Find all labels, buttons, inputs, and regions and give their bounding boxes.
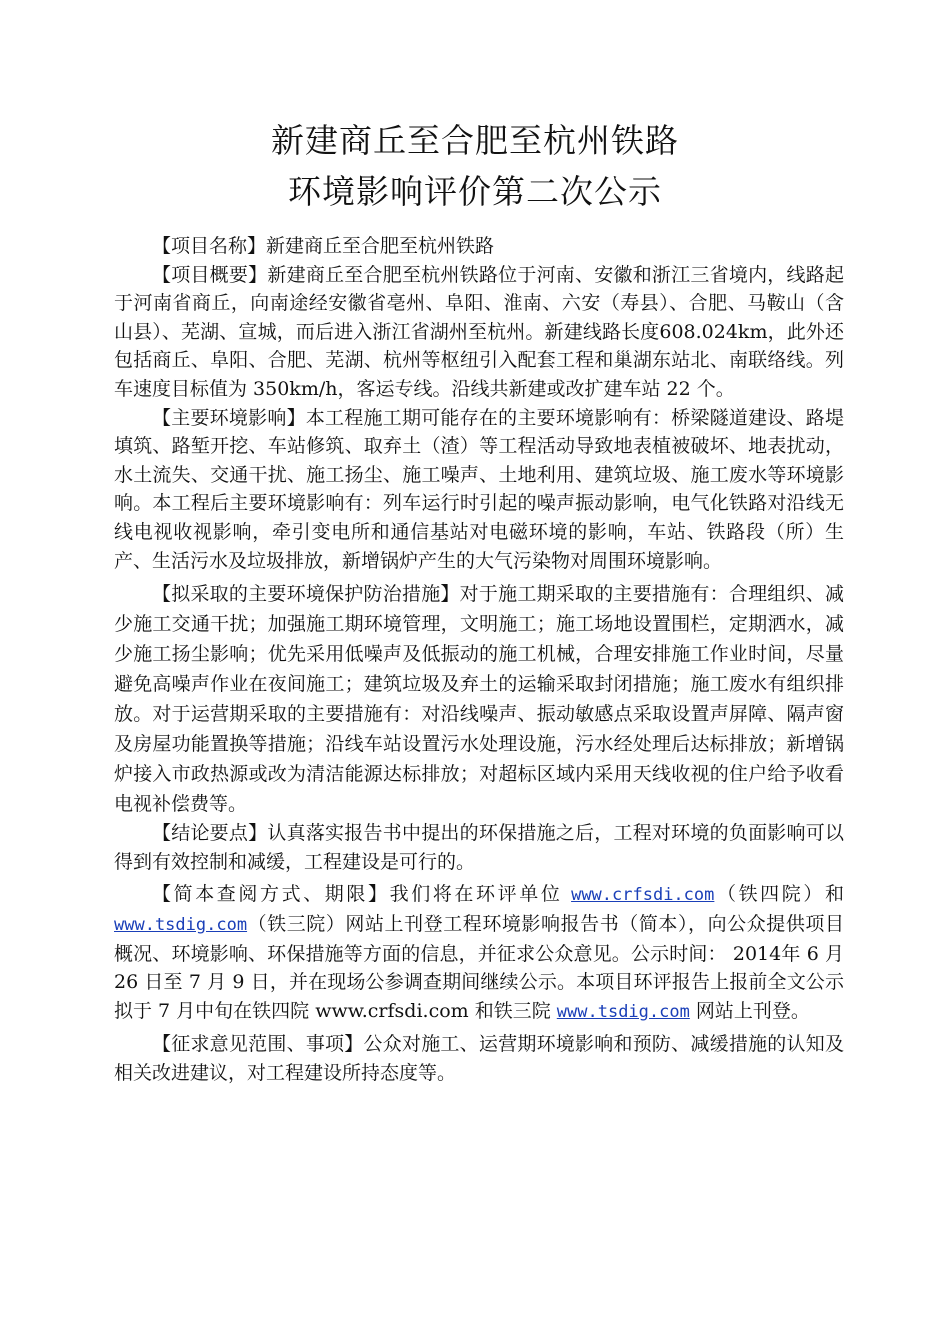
project-name-text: 新建商丘至合肥至杭州铁路 bbox=[266, 235, 495, 257]
review-text-2: （铁四院）和 bbox=[714, 883, 844, 906]
review-text-1: 我们将在环评单位 bbox=[389, 883, 572, 906]
document-title-line1: 新建商丘至合肥至杭州铁路 bbox=[271, 121, 679, 160]
document-title-line2: 环境影响评价第二次公示 bbox=[288, 172, 662, 211]
measures-text: 对于施工期采取的主要措施有：合理组织、减少施工交通干扰；加强施工期环境管理，文明施工；施工场地设置围栏，定期洒水，减少施工扬尘影响；优先采用低噪声及低振动的施工机械，合理安排施工作业时间，尽量避免高噪声作业在夜间施工；建筑垃圾及弃土的运输采取封闭措施；施工废水有组织排放。对于运营期采取的主要措施有：对沿线噪声、振动敏感点采取设置声屏障、隔声窗及房屋功能置换等措施；沿线车站设置污水处理设施，污水经处理后达标排放；新增锅炉接入市政热源或改为清洁能源达标排放；对超标区域内采用天线收视的住户给予收看电视补偿费等。 bbox=[114, 583, 844, 816]
crfsdi-plain-url: www.crfsdi.com bbox=[315, 999, 469, 1022]
tsdig-link[interactable]: www.tsdig.com bbox=[114, 914, 248, 935]
paragraph-measures bbox=[114, 579, 844, 819]
main-impacts-label: 【主要环境影响】 bbox=[152, 406, 306, 429]
opinion-scope-text: 公众对施工、运营期环境影响和预防、减缓措施的认知及相关改进建议，对工程建设所持态度等。 bbox=[114, 1033, 844, 1084]
review-text-4: 和铁三院 bbox=[468, 999, 557, 1022]
paragraph-project-overview bbox=[114, 261, 844, 404]
project-overview-text: 新建商丘至合肥至杭州铁路位于河南、安徽和浙江三省境内，线路起于河南省商丘，向南途经安徽省亳州、阜阳、淮南、六安（寿县）、合肥、马鞍山（含山县）、芜湖、宣城，而后进入浙江省湖州至杭州。新建线路长度608.024km，此外还包括商丘、阜阳、合肥、芜湖、杭州等枢纽引入配套工程和巢湖东站北、南联络线。列车速度目标值为 350km/h，客运专线。沿线共新建或改扩建车站 22 个。 bbox=[114, 263, 844, 400]
crfsdi-link[interactable]: www.crfsdi.com bbox=[571, 885, 715, 906]
review-text-3: （铁三院）网站上刊登工程环境影响报告书（简本），向公众提供项目概况、环境影响、环保措施等方面的信息，并征求公众意见。公示时间： 2014年 6 月 26 日至 7 月 9 日，并在现场公参调查期间继续公示。本项目环评报告上报前全文公示拟于 7 月中旬在铁四院 bbox=[114, 912, 844, 1022]
project-name-label: 【项目名称】 bbox=[152, 235, 267, 257]
review-text-5: 网站上刊登。 bbox=[689, 999, 810, 1022]
main-impacts-text: 本工程施工期可能存在的主要环境影响有：桥梁隧道建设、路堤填筑、路堑开挖、车站修筑、取弃土（渣）等工程活动导致地表植被破坏、地表扰动，水土流失、交通干扰、施工扬尘、施工噪声、土地利用、建筑垃圾、施工废水等环境影响。本工程后主要环境影响有：列车运行时引起的噪声振动影响，电气化铁路对沿线无线电视收视影响，牵引变电所和通信基站对电磁环境的影响，车站、铁路段（所）生产、生活污水及垃圾排放，新增锅炉产生的大气污染物对周围环境影响。 bbox=[114, 406, 844, 572]
paragraph-conclusion bbox=[114, 819, 844, 876]
paragraph-main-impacts bbox=[114, 404, 844, 576]
paragraph-review bbox=[114, 880, 844, 1026]
project-overview-label: 【项目概要】 bbox=[152, 263, 268, 286]
review-label: 【简本查阅方式、期限】 bbox=[152, 883, 390, 906]
conclusion-text: 认真落实报告书中提出的环保措施之后，工程对环境的负面影响可以得到有效控制和减缓，工程建设是可行的。 bbox=[114, 822, 844, 873]
tsdig-link-2[interactable]: www.tsdig.com bbox=[556, 1001, 690, 1022]
paragraph-opinion-scope bbox=[114, 1030, 844, 1087]
document-body bbox=[114, 232, 844, 1087]
paragraph-project-name bbox=[114, 232, 844, 261]
conclusion-label: 【结论要点】 bbox=[152, 822, 268, 845]
measures-label: 【拟采取的主要环境保护防治措施】 bbox=[152, 583, 460, 606]
opinion-scope-label: 【征求意见范围、事项】 bbox=[152, 1033, 364, 1056]
